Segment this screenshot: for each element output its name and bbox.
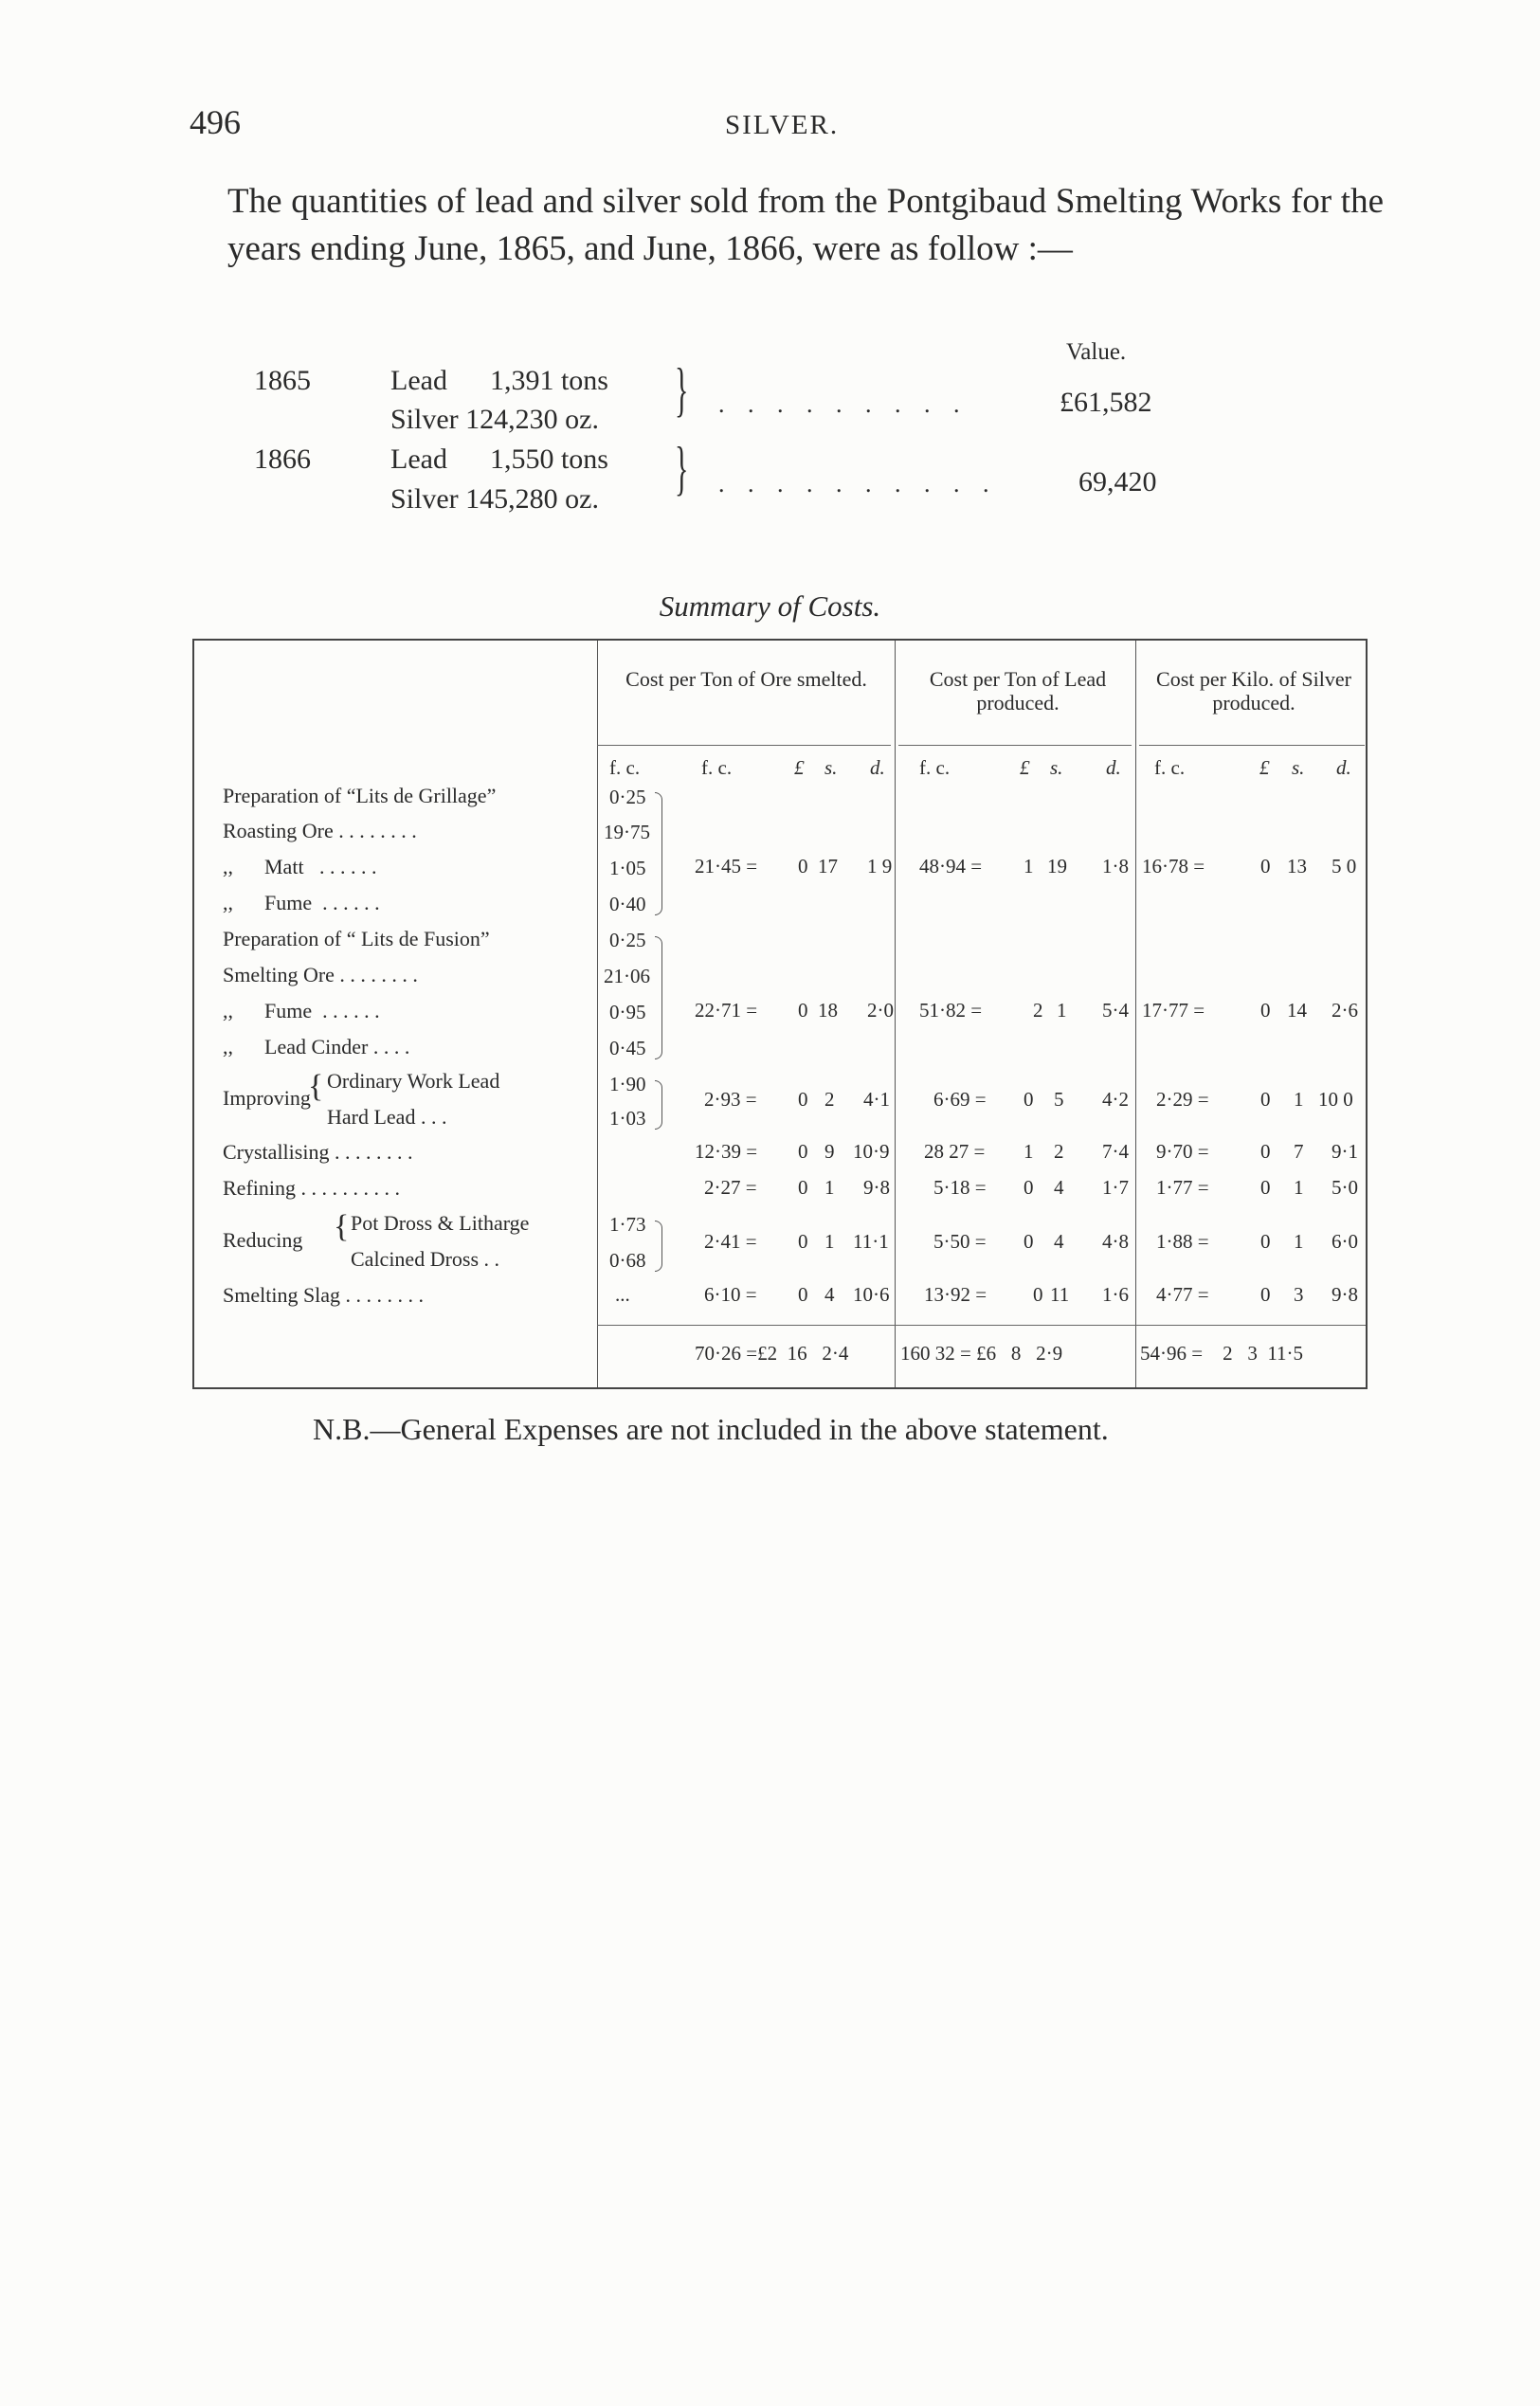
- col-header-lead: Cost per Ton of Lead produced.: [929, 667, 1107, 715]
- row-label: Preparation of “Lits de Grillage”: [223, 784, 497, 807]
- ore-pence: 9·8: [863, 1176, 890, 1199]
- lead-pence: 1·6: [1102, 1283, 1129, 1306]
- value-header: Value.: [1066, 339, 1127, 365]
- ore-cost: 6·10 =: [704, 1283, 757, 1306]
- sales-lead: Lead 1,550 tons: [390, 443, 608, 475]
- silver-pence: 6·0: [1332, 1230, 1358, 1253]
- lead-cost: 6·69 =: [933, 1088, 987, 1111]
- silver-shillings: 1: [1294, 1088, 1304, 1111]
- unit-header: £: [1259, 756, 1270, 779]
- silver-pounds: 0: [1260, 855, 1271, 877]
- silver-shillings: 3: [1294, 1283, 1304, 1306]
- unit-header: d.: [1336, 756, 1351, 779]
- silver-cost: 17·77 =: [1142, 999, 1205, 1022]
- ore-pounds: 0: [798, 1230, 808, 1253]
- ore-pence: 10·9: [853, 1140, 890, 1163]
- lead-pence: 7·4: [1102, 1140, 1129, 1163]
- ore-shillings: 1: [824, 1176, 835, 1199]
- ore-cost: 2·93 =: [704, 1088, 757, 1111]
- ore-pounds: 0: [798, 1176, 808, 1199]
- lead-cost: 13·92 =: [924, 1283, 987, 1306]
- unit-header: s.: [824, 756, 838, 779]
- lead-pence: 1·7: [1102, 1176, 1129, 1199]
- table-caption: Summary of Costs.: [659, 589, 881, 623]
- unit-header: f. c.: [1154, 756, 1186, 779]
- lead-pence: 1·8: [1102, 855, 1129, 877]
- col-header-ore: Cost per Ton of Ore smelted.: [625, 667, 867, 691]
- brace: }: [675, 357, 689, 424]
- ore-pence: 10·6: [853, 1283, 890, 1306]
- row-label: Roasting Ore . . . . . . . .: [223, 819, 417, 842]
- running-title: SILVER.: [725, 110, 840, 140]
- item-cost: 1·90: [609, 1073, 646, 1095]
- sales-year: 1865: [254, 365, 311, 396]
- row-label: Refining . . . . . . . . . .: [223, 1176, 400, 1200]
- silver-shillings: 13: [1287, 855, 1307, 877]
- group-bracket: [655, 936, 662, 1059]
- row-label: ,, Fume . . . . . .: [223, 999, 380, 1022]
- leader-dots: . . . . . . . . . .: [718, 470, 998, 497]
- silver-pounds: 0: [1260, 1283, 1271, 1306]
- row-label: Improving: [223, 1086, 311, 1110]
- ore-shillings: 1: [824, 1230, 835, 1253]
- lead-shillings: 11: [1050, 1283, 1070, 1306]
- ore-pence: 1 9: [867, 855, 893, 877]
- silver-pounds: 0: [1260, 1230, 1271, 1253]
- silver-total: 54·96 = 2 3 11·5: [1140, 1342, 1304, 1365]
- ore-shillings: 2: [824, 1088, 835, 1111]
- group-bracket: [655, 1221, 662, 1272]
- sales-value: 69,420: [1078, 466, 1157, 497]
- silver-cost: 1·88 =: [1156, 1230, 1209, 1253]
- ore-cost: 2·41 =: [704, 1230, 757, 1253]
- ore-total: 70·26 =£2 16 2·4: [695, 1342, 849, 1365]
- unit-header: f. c.: [919, 756, 951, 779]
- lead-pence: 5·4: [1102, 999, 1129, 1022]
- group-bracket: [655, 1080, 662, 1130]
- silver-pence: 2·6: [1332, 999, 1358, 1022]
- silver-pounds: 0: [1260, 1176, 1271, 1199]
- silver-shillings: 1: [1294, 1176, 1304, 1199]
- silver-cost: 9·70 =: [1156, 1140, 1209, 1163]
- group-bracket: [655, 792, 662, 915]
- lead-pounds: 2: [1033, 999, 1043, 1022]
- unit-header: f. c.: [609, 756, 641, 779]
- row-label: Ordinary Work Lead: [327, 1069, 500, 1093]
- sales-value: £61,582: [1060, 387, 1152, 418]
- sales-silver: Silver 145,280 oz.: [390, 483, 599, 515]
- lead-pounds: 1: [1024, 855, 1034, 877]
- unit-header: £: [794, 756, 805, 779]
- silver-pounds: 0: [1260, 999, 1271, 1022]
- lead-pence: 4·2: [1102, 1088, 1129, 1111]
- silver-pounds: 0: [1260, 1140, 1271, 1163]
- item-cost: 0·25: [609, 786, 646, 808]
- item-cost: ...: [615, 1283, 630, 1306]
- item-cost: 1·73: [609, 1213, 646, 1236]
- col-header-silver: Cost per Kilo. of Silver produced.: [1156, 667, 1351, 715]
- row-label: Preparation of “ Lits de Fusion”: [223, 927, 490, 950]
- silver-pence: 5 0: [1332, 855, 1357, 877]
- lead-pounds: 1: [1024, 1140, 1034, 1163]
- silver-shillings: 14: [1287, 999, 1307, 1022]
- silver-shillings: 7: [1294, 1140, 1304, 1163]
- lead-cost: 28 27 =: [924, 1140, 986, 1163]
- row-label: Pot Dross & Litharge: [351, 1211, 530, 1235]
- item-cost: 1·05: [609, 857, 646, 879]
- ore-pounds: 0: [798, 1140, 808, 1163]
- lead-pence: 4·8: [1102, 1230, 1129, 1253]
- lead-total: 160 32 = £6 8 2·9: [900, 1342, 1063, 1365]
- ore-cost: 12·39 =: [695, 1140, 758, 1163]
- row-label: ,, Fume . . . . . .: [223, 891, 380, 914]
- row-label: ,, Matt . . . . . .: [223, 855, 377, 878]
- silver-cost: 1·77 =: [1156, 1176, 1209, 1199]
- cost-summary-table: Cost per Ton of Ore smelted. Cost per Ton of Lead produced. Cost per Kilo. of Silver produced. f. c. f. c. £ s. d. f. c. £ s. d. f. c. £ s. d. Preparation of “Lits de Grillage” Roasting Ore . . . . . . . . ,, Matt . . . . . . ,, Fume . . . . . . Preparation of “ Lits de Fusion” Smelting Ore . . . . . . . . ,, Fume . . . . . . ,, Lead Cinder . . . . Improving Ordinary Work Lead Hard Lead . . . Crystallising . . . . . . . . Refining . . . . . . . . . . Reducing Pot Dross & Litharge Calcined Dross . . Smelting Slag . . . . . . . . 0·25 19·75 1·05 0·40 0·25 21·06 0·95 0·45 1·90 1·03 1·73 0·68 ... { { 21·45 = 0 17 1 9 48·94 = 1 19 1·8 16·78 = 0 13 5 0 22·71 = 0 18 2·0 51·82 = 2 1 5·4 17·77 = 0 14 2·6 2·93 = 0 2 4·1 6·69 = 0 5 4·2 2·29 = 0 1 10 0 12·39 = 0 9 10·9 28 27 = 1 2 7·4 9·70 = 0 7 9·1 2·27 = 0 1 9·8 5·18 = 0 4 1·7 1·77 = 0 1 5·0 2·41 = 0 1 11·1 5·50 = 0 4 4·8 1·88 = 0 1 6·0 6·10 = 0 4 10·6 13·92 = 0 11 1·6 4·77 = 0 3 9·8 70·26 =£2 16 2·4 160 32 = £6 8 2·9 54·96 = 2 3 11·5: [192, 639, 1368, 1389]
- item-cost: 1·03: [609, 1107, 646, 1130]
- ore-shillings: 18: [818, 999, 838, 1022]
- lead-shillings: 2: [1054, 1140, 1064, 1163]
- brace: }: [675, 436, 689, 502]
- ore-pounds: 0: [798, 1088, 808, 1111]
- item-cost: 0·95: [609, 1001, 646, 1023]
- ore-pence: 4·1: [863, 1088, 890, 1111]
- silver-cost: 4·77 =: [1156, 1283, 1209, 1306]
- ore-pounds: 0: [798, 1283, 808, 1306]
- sales-silver: Silver 124,230 oz.: [390, 404, 599, 435]
- lead-shillings: 1: [1057, 999, 1067, 1022]
- unit-header: d.: [870, 756, 885, 779]
- lead-pounds: 0: [1024, 1230, 1034, 1253]
- ore-shillings: 4: [824, 1283, 835, 1306]
- ore-cost: 21·45 =: [695, 855, 758, 877]
- unit-header: s.: [1050, 756, 1063, 779]
- lead-pounds: 0: [1033, 1283, 1043, 1306]
- silver-cost: 16·78 =: [1142, 855, 1205, 877]
- silver-cost: 2·29 =: [1156, 1088, 1209, 1111]
- ore-cost: 22·71 =: [695, 999, 758, 1022]
- unit-header: f. c.: [701, 756, 733, 779]
- silver-pence: 5·0: [1332, 1176, 1358, 1199]
- ore-pounds: 0: [798, 999, 808, 1022]
- unit-header: s.: [1292, 756, 1305, 779]
- lead-shillings: 4: [1054, 1230, 1064, 1253]
- row-label: Smelting Slag . . . . . . . .: [223, 1283, 425, 1307]
- lead-cost: 5·50 =: [933, 1230, 987, 1253]
- item-cost: 0·45: [609, 1037, 646, 1059]
- footnote: N.B.—General Expenses are not included in the above statement.: [313, 1412, 1109, 1446]
- silver-pounds: 0: [1260, 1088, 1271, 1111]
- unit-header: d.: [1106, 756, 1121, 779]
- silver-pence: 10 0: [1318, 1088, 1353, 1111]
- ore-cost: 2·27 =: [704, 1176, 757, 1199]
- ore-shillings: 17: [818, 855, 838, 877]
- lead-cost: 48·94 =: [919, 855, 983, 877]
- silver-pence: 9·8: [1332, 1283, 1358, 1306]
- ore-shillings: 9: [824, 1140, 835, 1163]
- silver-pence: 9·1: [1332, 1140, 1358, 1163]
- leader-dots: . . . . . . . . .: [718, 390, 969, 418]
- row-label: ,, Lead Cinder . . . .: [223, 1035, 410, 1058]
- row-label: Crystallising . . . . . . . .: [223, 1140, 413, 1164]
- sales-lead: Lead 1,391 tons: [390, 365, 608, 396]
- ore-pounds: 0: [798, 855, 808, 877]
- row-label: Smelting Ore . . . . . . . .: [223, 963, 418, 986]
- lead-shillings: 5: [1054, 1088, 1064, 1111]
- item-cost: 0·40: [609, 893, 646, 915]
- ore-pence: 11·1: [853, 1230, 889, 1253]
- item-cost: 19·75: [604, 821, 650, 843]
- page-number: 496: [190, 103, 241, 141]
- intro-paragraph: The quantities of lead and silver sold from the Pontgibaud Smelting Works for the years ending June, 1865, and June, 1866, were as follow :—: [227, 182, 1384, 268]
- lead-shillings: 19: [1047, 855, 1067, 877]
- lead-pounds: 0: [1024, 1176, 1034, 1199]
- lead-shillings: 4: [1054, 1176, 1064, 1199]
- row-label: Calcined Dross . .: [351, 1247, 500, 1271]
- item-cost: 0·25: [609, 929, 646, 951]
- ore-pence: 2·0: [867, 999, 894, 1022]
- sales-year: 1866: [254, 443, 311, 475]
- unit-header: £: [1020, 756, 1030, 779]
- lead-cost: 5·18 =: [933, 1176, 987, 1199]
- lead-cost: 51·82 =: [919, 999, 983, 1022]
- item-cost: 0·68: [609, 1249, 646, 1272]
- row-label: Hard Lead . . .: [327, 1105, 447, 1129]
- silver-shillings: 1: [1294, 1230, 1304, 1253]
- lead-pounds: 0: [1024, 1088, 1034, 1111]
- row-label: Reducing: [223, 1228, 303, 1252]
- item-cost: 21·06: [604, 965, 650, 987]
